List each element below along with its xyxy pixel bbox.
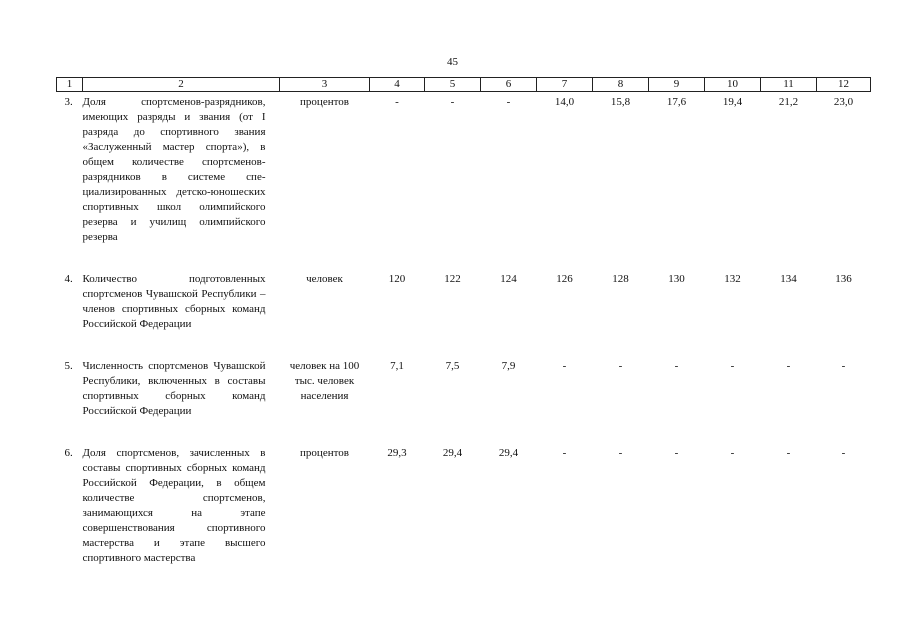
indicator-name — [83, 356, 280, 443]
value-col-5: - — [450, 96, 455, 108]
value-col-5: 122 — [444, 273, 461, 285]
value-col-7: 126 — [556, 273, 573, 285]
indicator-name-text: Численность спортсменов Чувашской Республики, включенных в составы спортивных сборных команд Российской Федерации — [82, 360, 266, 417]
unit-of-measure: человек — [306, 273, 343, 285]
indicator-name — [83, 443, 280, 590]
indicators-table — [56, 77, 871, 590]
unit-of-measure: процентов — [300, 96, 349, 108]
value-col-12: - — [841, 360, 846, 372]
value-col-10: - — [730, 447, 735, 459]
header-col-3: 3 — [280, 78, 370, 92]
value-col-9: - — [674, 447, 679, 459]
value-col-9: - — [674, 360, 679, 372]
value-col-12: 136 — [835, 273, 852, 285]
indicator-name-text: Доля спортсменов, зачисленных в составы спортивных сборных команд Российской Федерации, в общем количестве спортсменов, занимающихся на этапе совершенствования спортивного мастерства и этапе высшего спортивного мастерства — [82, 447, 266, 564]
header-col-2: 2 — [83, 78, 280, 92]
header-col-12: 12 — [817, 78, 871, 92]
row-number: 3. — [64, 96, 73, 108]
value-col-8: 128 — [612, 273, 629, 285]
value-col-5: 7,5 — [445, 360, 460, 372]
row-number: 4. — [64, 273, 73, 285]
indicators-table-container — [56, 77, 854, 590]
value-col-10: 19,4 — [722, 96, 743, 108]
table-row — [57, 443, 871, 590]
indicator-name — [83, 269, 280, 356]
row-number: 5. — [64, 360, 73, 372]
value-col-6: 29,4 — [498, 447, 519, 459]
indicator-name-text: Количество подготовленных спортсменов Чувашской Республики – членов спортивных сборных команд Российской Федерации — [82, 273, 266, 330]
header-col-10: 10 — [705, 78, 761, 92]
header-col-1: 1 — [57, 78, 83, 92]
table-row — [57, 92, 871, 270]
value-col-8: - — [618, 360, 623, 372]
unit-of-measure: человек на 100 тыс. человек населения — [289, 360, 360, 402]
value-col-11: - — [786, 447, 791, 459]
indicator-name-text: Доля спортсменов-разрядников, имеющих разряды и звания (от I разряда до спортивного звания «Заслуженный мастер спорта»), в общем количестве спортсменов-разрядников в системе специализированных детско-юношеских спортивных школ олимпийского резерва и училищ олимпийского резерва — [82, 96, 266, 243]
value-col-11: - — [786, 360, 791, 372]
value-col-4: - — [395, 96, 399, 108]
value-col-4: 120 — [388, 273, 406, 285]
value-col-4: 7,1 — [390, 360, 404, 372]
value-col-4: 29,3 — [387, 447, 407, 459]
value-col-6: 7,9 — [501, 360, 516, 372]
value-col-12: - — [841, 447, 846, 459]
header-col-11: 11 — [761, 78, 817, 92]
value-col-10: - — [730, 360, 735, 372]
header-col-4: 4 — [370, 78, 425, 92]
value-col-8: 15,8 — [610, 96, 631, 108]
header-col-7: 7 — [537, 78, 593, 92]
column-number-row — [57, 78, 871, 92]
value-col-10: 132 — [724, 273, 741, 285]
value-col-7: 14,0 — [554, 96, 575, 108]
page-number: 45 — [447, 56, 458, 68]
value-col-5: 29,4 — [442, 447, 463, 459]
value-col-6: - — [506, 96, 511, 108]
value-col-11: 134 — [780, 273, 797, 285]
header-col-8: 8 — [593, 78, 649, 92]
table-header — [57, 78, 871, 92]
header-col-9: 9 — [649, 78, 705, 92]
value-col-6: 124 — [500, 273, 517, 285]
table-row — [57, 356, 871, 443]
unit-of-measure: процентов — [300, 447, 349, 459]
indicator-name — [83, 92, 280, 270]
value-col-8: - — [618, 447, 623, 459]
header-col-6: 6 — [481, 78, 537, 92]
value-col-7: - — [562, 360, 567, 372]
table-body — [57, 92, 871, 591]
value-col-7: - — [562, 447, 567, 459]
row-number: 6. — [64, 447, 73, 459]
header-col-5: 5 — [425, 78, 481, 92]
value-col-12: 23,0 — [833, 96, 854, 108]
value-col-9: 130 — [668, 273, 685, 285]
table-row — [57, 269, 871, 356]
value-col-9: 17,6 — [666, 96, 687, 108]
value-col-11: 21,2 — [778, 96, 799, 108]
